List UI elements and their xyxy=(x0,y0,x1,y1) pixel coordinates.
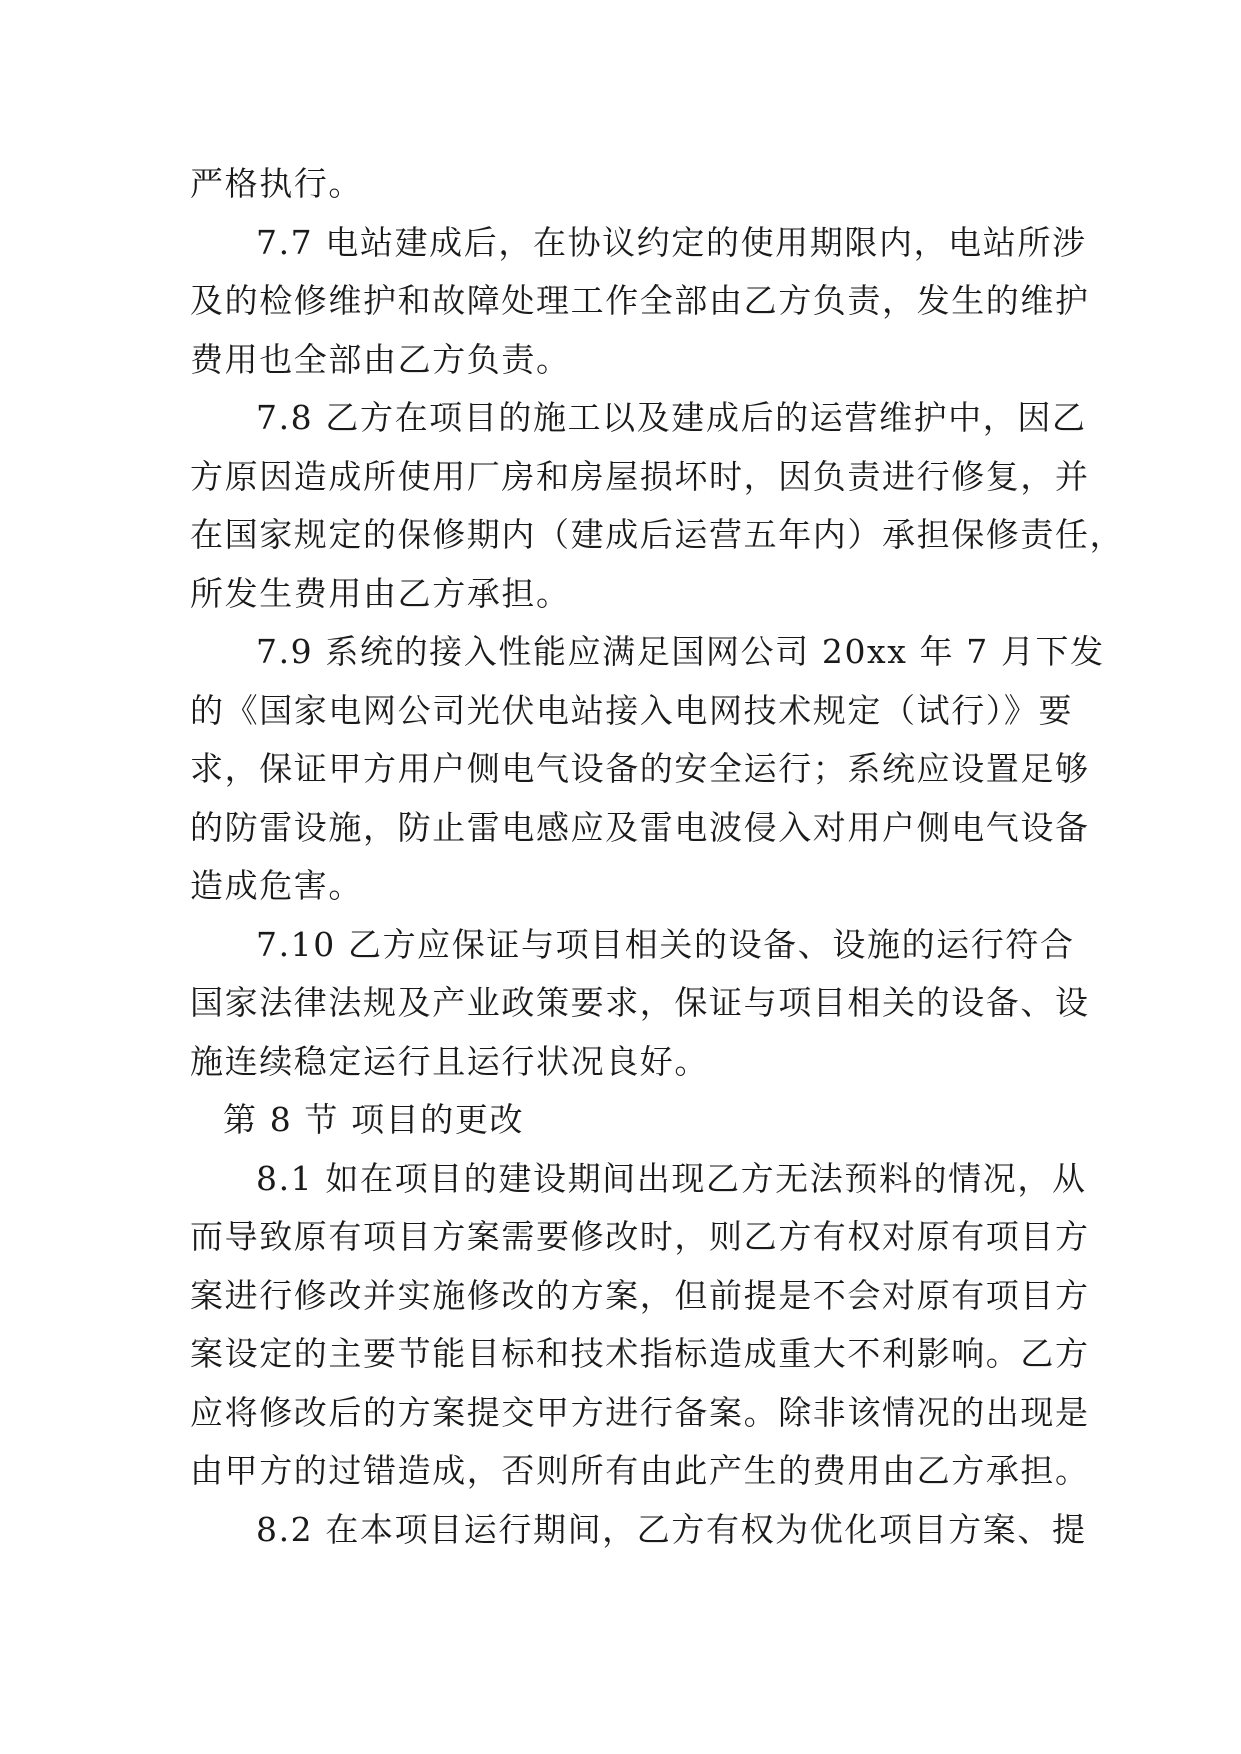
clause-7-7-line: 7.7 电站建成后，在协议约定的使用期限内，电站所涉 xyxy=(256,222,1087,262)
text-line: 严格执行。 xyxy=(190,164,363,203)
text-line: 在国家规定的保修期内（建成后运营五年内）承担保修责任， xyxy=(190,515,1125,554)
text-line: 案进行修改并实施修改的方案，但前提是不会对原有项目方 xyxy=(190,1275,1090,1315)
clause-8-2-line: 8.2 在本项目运行期间，乙方有权为优化项目方案、提 xyxy=(256,1509,1087,1549)
text-line: 所发生费用由乙方承担。 xyxy=(190,573,571,613)
text-line: 造成危害。 xyxy=(190,866,363,905)
text-line: 求，保证甲方用户侧电气设备的安全运行；系统应设置足够 xyxy=(190,749,1090,788)
text-line: 的防雷设施，防止雷电感应及雷电波侵入对用户侧电气设备 xyxy=(190,807,1090,847)
text-line: 的《国家电网公司光伏电站接入电网技术规定（试行）》要 xyxy=(190,690,1074,730)
clause-7-10-line: 7.10 乙方应保证与项目相关的设备、设施的运行符合 xyxy=(256,924,1075,964)
text-line: 费用也全部由乙方负责。 xyxy=(190,339,571,379)
document-body xyxy=(190,155,1125,1559)
clause-7-8-line: 7.8 乙方在项目的施工以及建成后的运营维护中，因乙 xyxy=(256,398,1087,437)
clause-7-9-line: 7.9 系统的接入性能应满足国网公司 20xx 年 7 月下发 xyxy=(256,632,1105,671)
section-8-heading: 第 8 节 项目的更改 xyxy=(223,1100,525,1139)
text-line: 施连续稳定运行且运行状况良好。 xyxy=(190,1041,709,1081)
text-line: 方原因造成所使用厂房和房屋损坏时，因负责进行修复，并 xyxy=(190,456,1090,496)
text-line: 应将修改后的方案提交甲方进行备案。除非该情况的出现是 xyxy=(190,1392,1090,1432)
clause-8-1-line: 8.1 如在项目的建设期间出现乙方无法预料的情况，从 xyxy=(256,1158,1087,1198)
text-line: 国家法律法规及产业政策要求，保证与项目相关的设备、设 xyxy=(190,983,1090,1022)
text-line: 案设定的主要节能目标和技术指标造成重大不利影响。乙方 xyxy=(190,1334,1090,1373)
text-line: 而导致原有项目方案需要修改时，则乙方有权对原有项目方 xyxy=(190,1217,1090,1256)
text-line: 及的检修维护和故障处理工作全部由乙方负责，发生的维护 xyxy=(190,281,1090,320)
text-line: 由甲方的过错造成，否则所有由此产生的费用由乙方承担。 xyxy=(190,1451,1090,1490)
